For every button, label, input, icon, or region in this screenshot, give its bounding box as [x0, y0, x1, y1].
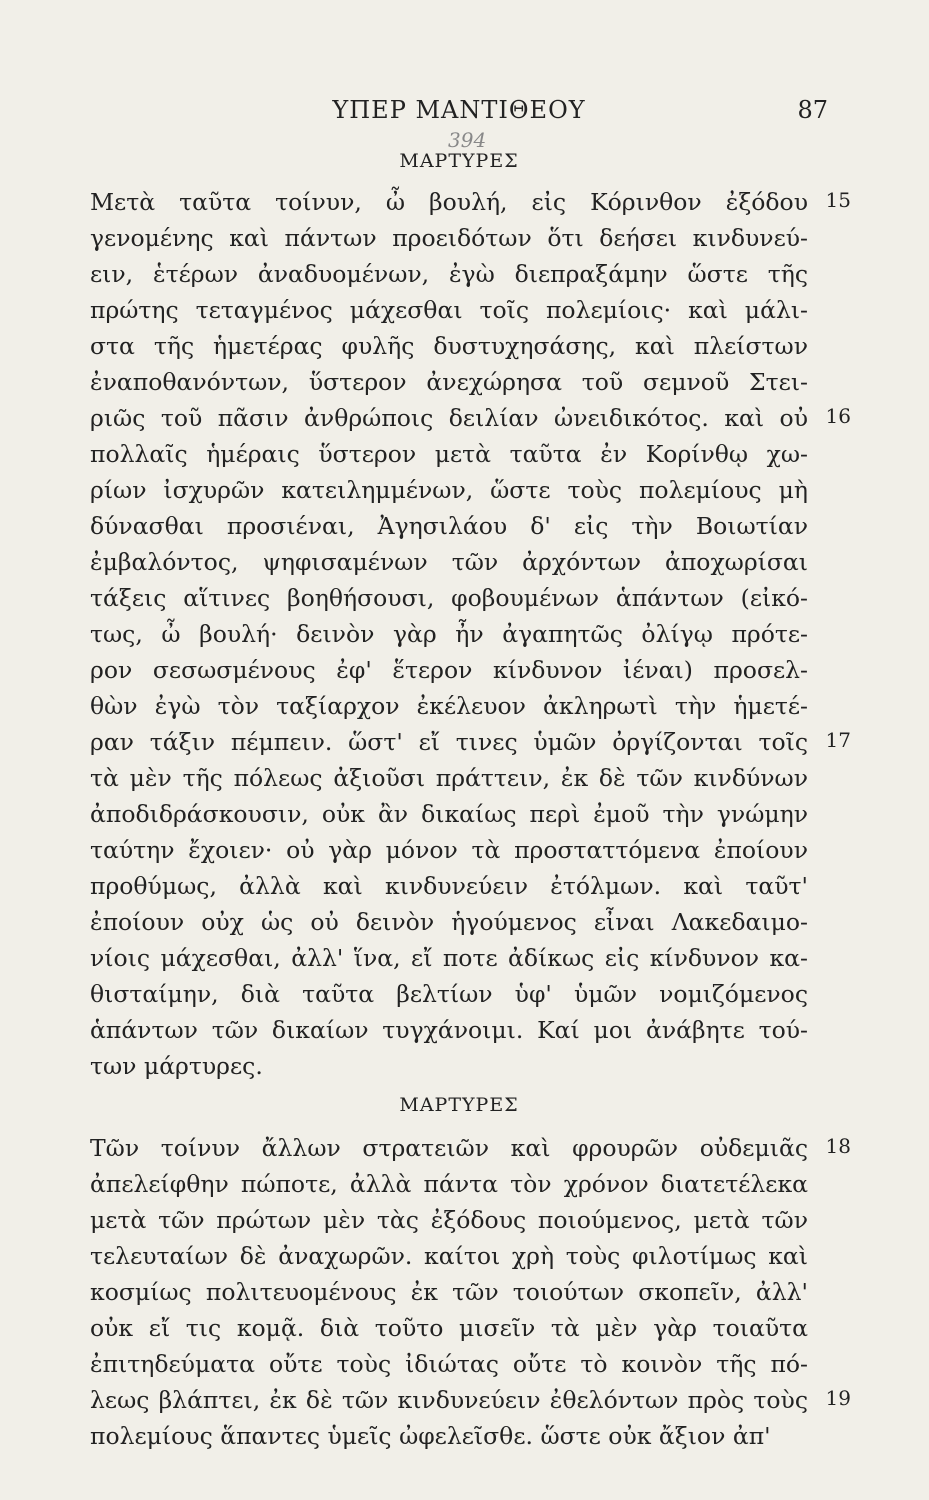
- text-line: ρίων ἰσχυρῶν κατειλημμένων, ὥστε τοὺς πολεμίους μὴ: [90, 476, 808, 504]
- section-number: 17: [825, 728, 851, 752]
- text-line: θὼν ἐγὼ τὸν ταξίαρχον ἐκέλευον ἀκληρωτὶ τὴν ἡμετέ-: [90, 692, 808, 720]
- section-number: 18: [825, 1134, 851, 1158]
- text-line: ἐποίουν οὐχ ὡς οὐ δεινὸν ἡγούμενος εἶναι Λακεδαιμο-: [90, 908, 808, 936]
- section-number: 19: [825, 1386, 851, 1410]
- text-line: νίοις μάχεσθαι, ἀλλ' ἵνα, εἴ ποτε ἀδίκως εἰς κίνδυνον κα-: [90, 944, 808, 972]
- page-number: 87: [797, 96, 828, 124]
- witness-heading: ΜΑΡΤΥΡΕΣ: [399, 150, 519, 172]
- text-line: ριῶς τοῦ πᾶσιν ἀνθρώποις δειλίαν ὠνειδικότος. καὶ οὐ: [90, 404, 808, 432]
- text-line: τὰ μὲν τῆς πόλεως ἀξιοῦσι πράττειν, ἐκ δὲ τῶν κινδύνων: [90, 764, 808, 792]
- text-line: τάξεις αἵτινες βοηθήσουσι, φοβουμένων ἁπάντων (εἰκό-: [90, 584, 808, 612]
- text-line: ραν τάξιν πέμπειν. ὥστ' εἴ τινες ὑμῶν ὀργίζονται τοῖς: [90, 728, 808, 756]
- section-number: 15: [825, 188, 851, 212]
- text-line: των μάρτυρες.: [90, 1052, 263, 1080]
- text-line: ρον σεσωσμένους ἐφ' ἕτερον κίνδυνον ἰέναι) προσελ-: [90, 656, 808, 684]
- text-line: στα τῆς ἡμετέρας φυλῆς δυστυχησάσης, καὶ πλείστων: [90, 332, 808, 360]
- text-line: κοσμίως πολιτευομένους ἐκ τῶν τοιούτων σκοπεῖν, ἀλλ': [90, 1278, 808, 1306]
- text-line: ἐπιτηδεύματα οὔτε τοὺς ἰδιώτας οὔτε τὸ κοινὸν τῆς πό-: [90, 1350, 808, 1378]
- text-line: ἐναποθανόντων, ὕστερον ἀνεχώρησα τοῦ σεμνοῦ Στει-: [90, 368, 808, 396]
- text-line: δύνασθαι προσιέναι, Ἀγησιλάου δ' εἰς τὴν Βοιωτίαν: [90, 512, 808, 540]
- handwritten-note: 394: [448, 128, 487, 152]
- paragraph-2: [90, 1130, 808, 1454]
- text-line: ἀποδιδράσκουσιν, οὐκ ἂν δικαίως περὶ ἐμοῦ τὴν γνώμην: [90, 800, 808, 828]
- text-line: ἀπελείφθην πώποτε, ἀλλὰ πάντα τὸν χρόνον διατετέλεκα: [90, 1170, 808, 1198]
- witness-heading: ΜΑΡΤΥΡΕΣ: [399, 1094, 519, 1116]
- text-line: πρώτης τεταγμένος μάχεσθαι τοῖς πολεμίοις· καὶ μάλι-: [90, 296, 808, 324]
- text-line: πολεμίους ἅπαντες ὑμεῖς ὠφελεῖσθε. ὥστε οὐκ ἄξιον ἀπ': [90, 1422, 771, 1450]
- text-line: μετὰ τῶν πρώτων μὲν τὰς ἐξόδους ποιούμενος, μετὰ τῶν: [90, 1206, 808, 1234]
- text-line: ειν, ἑτέρων ἀναδυομένων, ἐγὼ διεπραξάμην ὥστε τῆς: [90, 260, 808, 288]
- text-line: τως, ὦ βουλή· δεινὸν γὰρ ἦν ἀγαπητῶς ὀλίγῳ πρότε-: [90, 620, 808, 648]
- text-line: ταύτην ἔχοιεν· οὐ γὰρ μόνον τὰ προσταττόμενα ἐποίουν: [90, 836, 808, 864]
- section-number: 16: [825, 404, 851, 428]
- text-line: πολλαῖς ἡμέραις ὕστερον μετὰ ταῦτα ἐν Κορίνθῳ χω-: [90, 440, 808, 468]
- text-line: λεως βλάπτει, ἐκ δὲ τῶν κινδυνεύειν ἐθελόντων πρὸς τοὺς: [90, 1386, 808, 1414]
- text-line: τελευταίων δὲ ἀναχωρῶν. καίτοι χρὴ τοὺς φιλοτίμως καὶ: [90, 1242, 808, 1270]
- text-line: θισταίμην, διὰ ταῦτα βελτίων ὑφ' ὑμῶν νομιζόμενος: [90, 980, 808, 1008]
- text-line: οὐκ εἴ τις κομᾷ. διὰ τοῦτο μισεῖν τὰ μὲν γὰρ τοιαῦτα: [90, 1314, 808, 1342]
- running-title: ΥΠΕΡ ΜΑΝΤΙΘΕΟΥ: [332, 96, 586, 124]
- paragraph-1: [90, 184, 808, 1084]
- text-line: Τῶν τοίνυν ἄλλων στρατειῶν καὶ φρουρῶν οὐδεμιᾶς: [90, 1134, 808, 1162]
- text-line: ἐμβαλόντος, ψηφισαμένων τῶν ἀρχόντων ἀποχωρίσαι: [90, 548, 808, 576]
- text-line: ἁπάντων τῶν δικαίων τυγχάνοιμι. Καί μοι ἀνάβητε τού-: [90, 1016, 808, 1044]
- text-line: προθύμως, ἀλλὰ καὶ κινδυνεύειν ἐτόλμων. καὶ ταῦτ': [90, 872, 808, 900]
- text-line: γενομένης καὶ πάντων προειδότων ὅτι δεήσει κινδυνεύ-: [90, 224, 808, 252]
- text-line: Μετὰ ταῦτα τοίνυν, ὦ βουλή, εἰς Κόρινθον ἐξόδου: [90, 188, 808, 216]
